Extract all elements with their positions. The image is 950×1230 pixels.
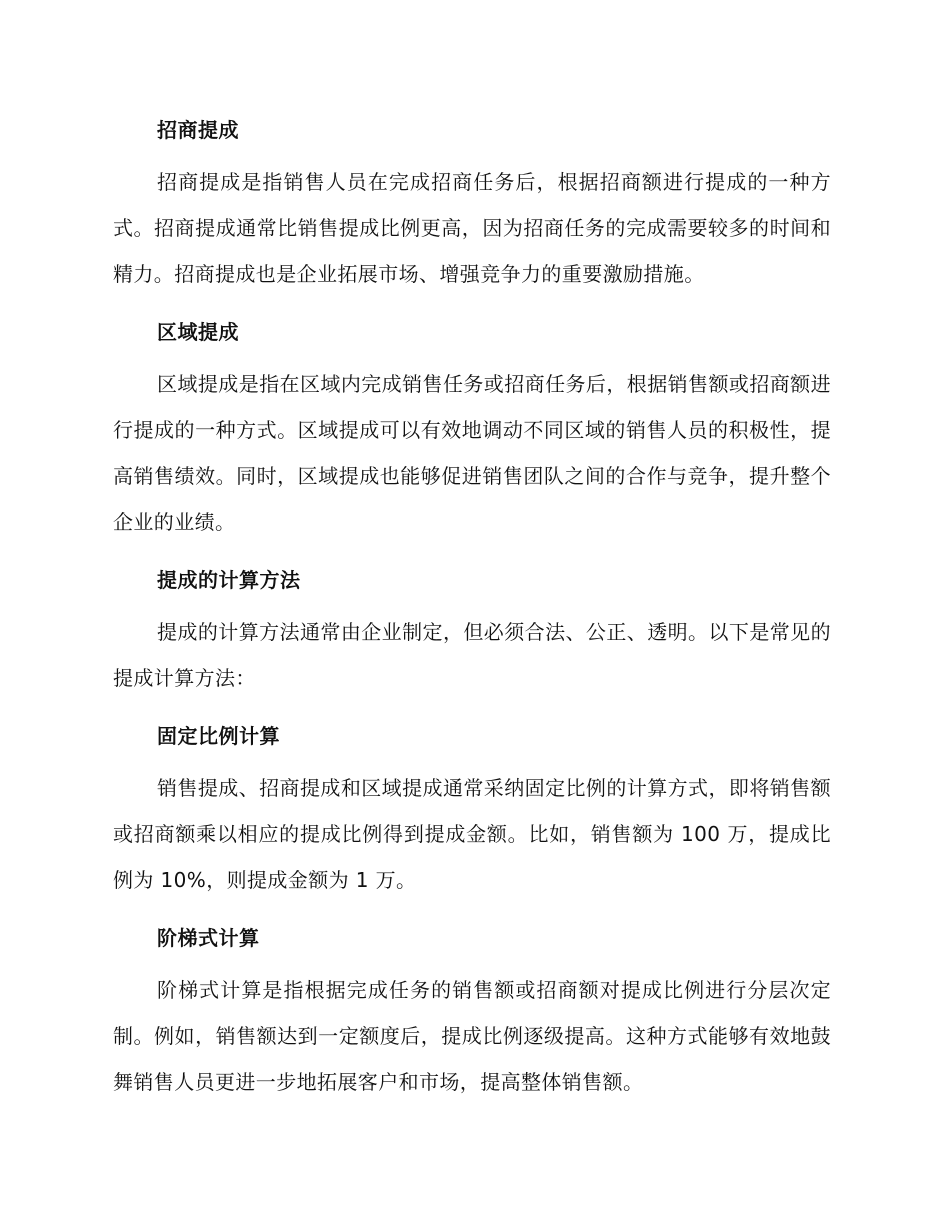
section-body-regional-commission: 区域提成是指在区域内完成销售任务或招商任务后，根据销售额或招商额进行提成的一种方式。区域提成可以有效地调动不同区域的销售人员的积极性，提高销售绩效。同时，区域提成也能够促进销售团队之间的合作与竞争，提升整个企业的业绩。 <box>113 372 831 534</box>
section-body-fixed-ratio: 销售提成、招商提成和区域提成通常采纳固定比例的计算方式，即将销售额或招商额乘以相应的提成比例得到提成金额。比如，销售额为 100 万，提成比例为 10%，则提成金额为 1 万。 <box>113 776 831 892</box>
section-heading-calculation-methods: 提成的计算方法 <box>157 568 301 592</box>
section-body-tiered-calculation: 阶梯式计算是指根据完成任务的销售额或招商额对提成比例进行分层次定制。例如，销售额达到一定额度后，提成比例逐级提高。这种方式能够有效地鼓舞销售人员更进一步地拓展客户和市场，提高整体销售额。 <box>113 978 831 1094</box>
section-body-calculation-methods: 提成的计算方法通常由企业制定，但必须合法、公正、透明。以下是常见的提成计算方法： <box>113 620 831 690</box>
document-content <box>113 112 831 1122</box>
section-heading-regional-commission: 区域提成 <box>157 320 239 344</box>
section-heading-fixed-ratio: 固定比例计算 <box>157 724 280 748</box>
section-body-investment-commission: 招商提成是指销售人员在完成招商任务后，根据招商额进行提成的一种方式。招商提成通常比销售提成比例更高，因为招商任务的完成需要较多的时间和精力。招商提成也是企业拓展市场、增强竞争力的重要激励措施。 <box>113 170 831 286</box>
section-heading-investment-commission: 招商提成 <box>157 118 239 142</box>
section-heading-tiered-calculation: 阶梯式计算 <box>157 926 260 950</box>
